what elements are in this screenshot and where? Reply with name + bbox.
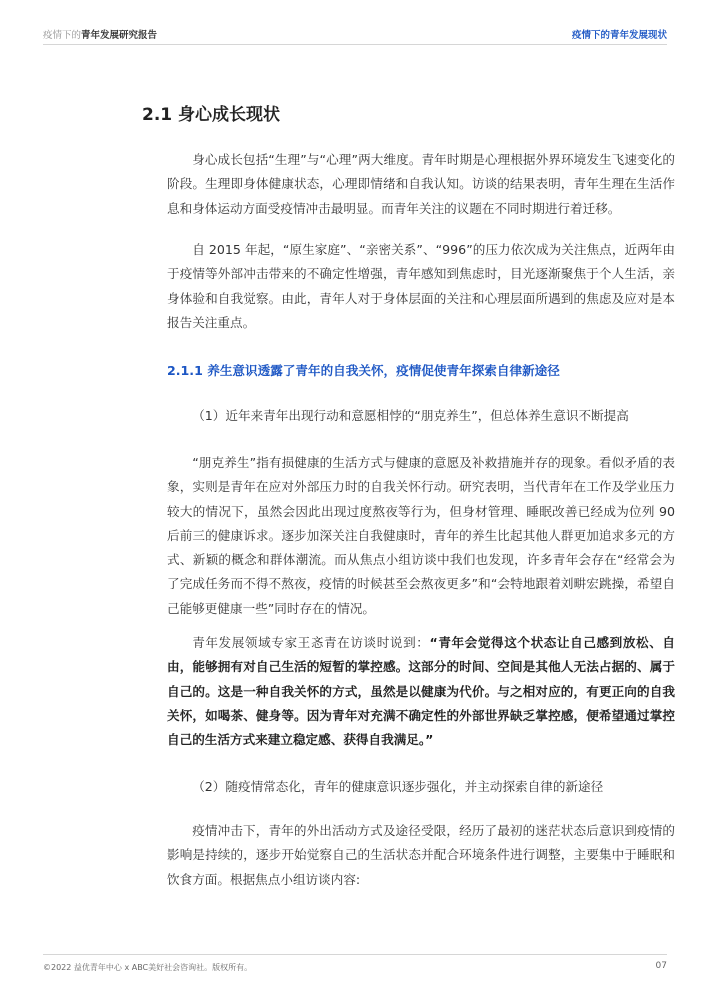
expert-quote: “青年会觉得这个状态让自己感到放松、自由，能够拥有对自己生活的短暂的掌控感。这部分的时间、空间是其他人无法占据的、属于自己的。这是一种自我关怀的方式，虽然是以健康为代价。与之相对应的，有更正向的自我关怀，如喝茶、健身等。因为青年对充满不确定性的外部世界缺乏掌控感，便希望通过掌控自己的生活方式来建立稳定感、获得自我满足。” [167,635,675,748]
paragraph-3: “朋克养生”指有损健康的生活方式与健康的意愿及补救措施并存的现象。看似矛盾的表象，实则是青年在应对外部压力时的自我关怀行动。研究表明，当代青年在工作及学业压力较大的情况下，虽然会因此出现过度熬夜等行为，但身材管理、睡眠改善已经成为位列 90 后前三的健康诉求。逐步加深关注自我健康时，青年的养生比起其他人群更加追求多元的方式、新颖的概念和群体潮流。而从焦点小组访谈中我们也发现，许多青年会存在“经常会为了完成任务而不得不熬夜，疫情的时候甚至会熬夜更多”和“会特地跟着刘畊宏跳操，希望自己能够更健康一些”同时存在的情况。 [167,455,675,616]
header-report-title [43,27,157,41]
section-title: 2.1 身心成长现状 [142,105,281,125]
point-2-heading: （2）随疫情常态化，青年的健康意识逐步强化，并主动探索自律的新途径 [192,779,604,794]
page-number: 07 [655,961,667,971]
subsection-title: 2.1.1 养生意识透露了青年的自我关怀，疫情促使青年探索自律新途径 [167,363,560,378]
paragraph-1: 身心成长包括“生理”与“心理”两大维度。青年时期是心理根据外界环境发生飞速变化的阶段。生理即身体健康状态，心理即情绪和自我认知。访谈的结果表明，青年生理在生活作息和身体运动方面受疫情冲击最明显。而青年关注的议题在不同时期进行着迁移。 [167,152,675,216]
paragraph-5: 疫情冲击下，青年的外出活动方式及途径受限，经历了最初的迷茫状态后意识到疫情的影响是持续的，逐步开始觉察自己的生活状态并配合环境条件进行调整，主要集中于睡眠和饮食方面。根据焦点小组访谈内容: [167,823,675,887]
point-1-heading: （1）近年来青年出现行动和意愿相悖的“朋克养生”，但总体养生意识不断提高 [192,408,629,423]
paragraph-2: 自 2015 年起，“原生家庭”、“亲密关系”、“996”的压力依次成为关注焦点，近两年由于疫情等外部冲击带来的不确定性增强，青年感知到焦虑时，目光逐渐聚焦于个人生活，亲身体验和自我觉察。由此，青年人对于身体层面的关注和心理层面所遇到的焦虑及应对是本报告关注重点。 [167,242,675,330]
footer-divider [43,954,667,955]
page-header [0,0,710,44]
footer-copyright: ©2022 益优青年中心 x ABC美好社会咨询社。版权所有。 [43,963,253,972]
paragraph-4-quote [167,631,675,752]
quote-intro: 青年发展领域专家王忞青在访谈时说到： [192,635,430,650]
header-chapter-title: 疫情下的青年发展现状 [571,30,667,41]
header-prefix: 疫情下的 [43,30,82,41]
header-divider [43,44,667,45]
header-report-name: 青年发展研究报告 [81,30,158,41]
